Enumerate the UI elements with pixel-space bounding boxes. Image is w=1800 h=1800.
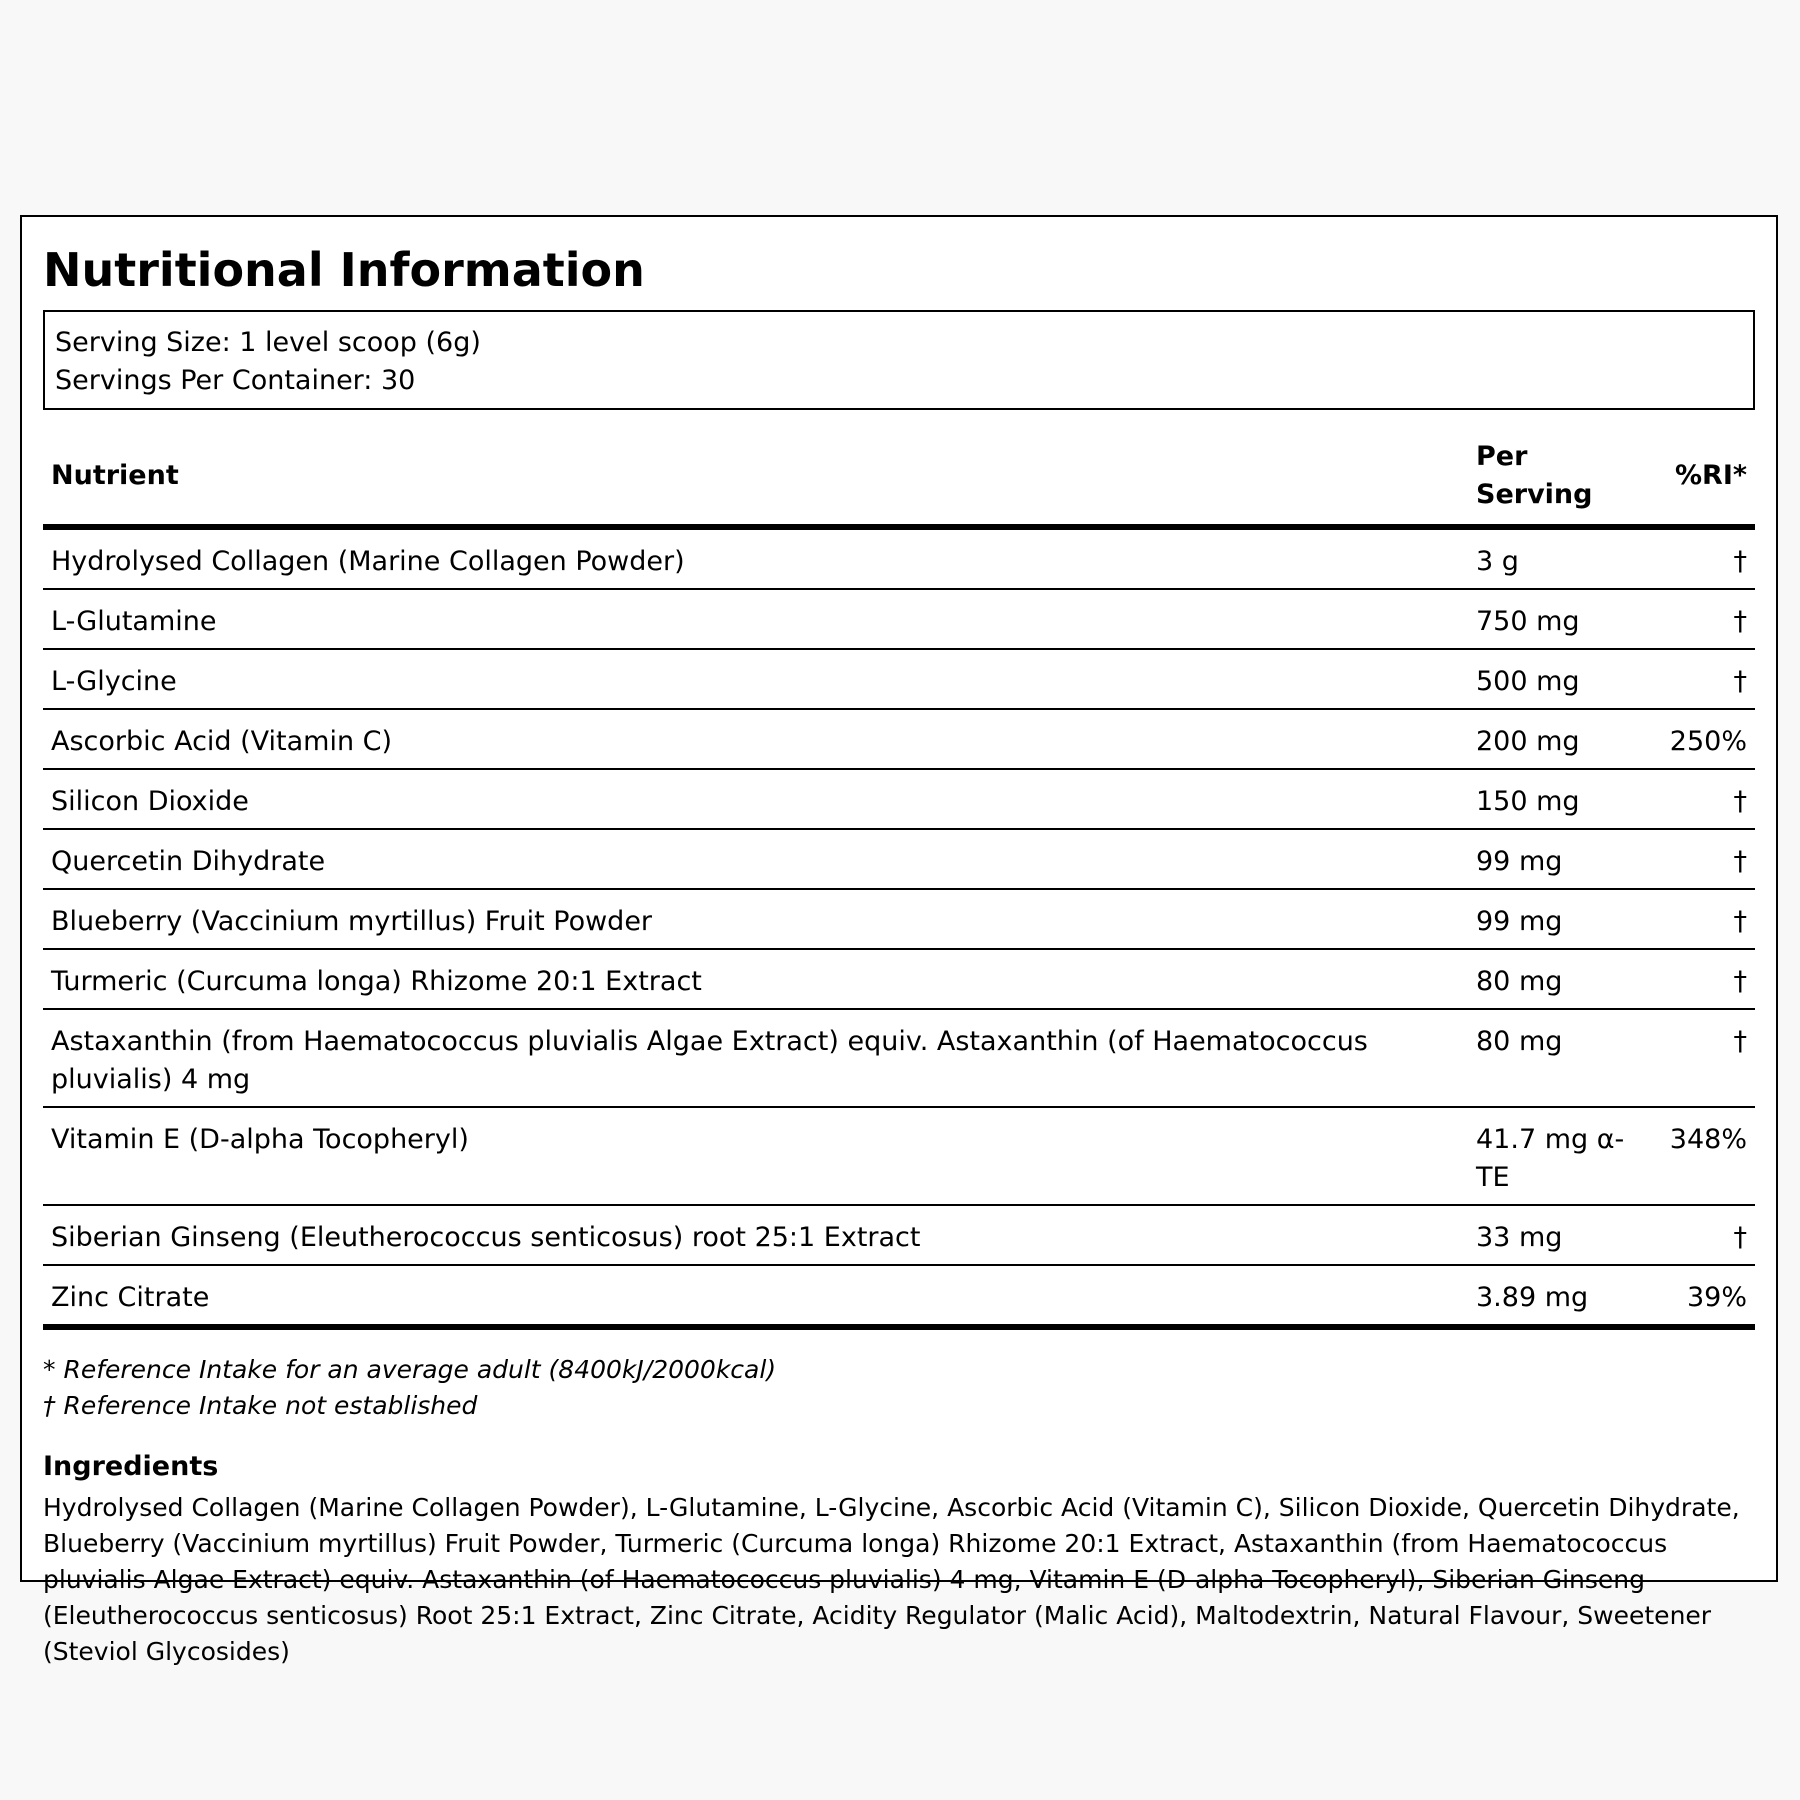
per-serving-value: 80 mg (1468, 949, 1654, 1009)
header-ri: %RI* (1654, 432, 1755, 527)
footnotes (43, 1352, 1755, 1424)
serving-size: Serving Size: 1 level scoop (6g) (55, 327, 481, 359)
table-row (43, 769, 1755, 829)
table-row (43, 649, 1755, 709)
per-serving-value: 33 mg (1468, 1205, 1654, 1265)
per-serving-value: 3 g (1468, 527, 1654, 589)
per-serving-value: 150 mg (1468, 769, 1654, 829)
ri-value: † (1654, 589, 1755, 649)
ri-value: 250% (1654, 709, 1755, 769)
serving-info-box (43, 310, 1755, 410)
header-nutrient: Nutrient (43, 432, 1468, 527)
servings-per-container: Servings Per Container: 30 (55, 365, 416, 397)
nutrient-name: L-Glutamine (43, 589, 1468, 649)
table-row (43, 1107, 1755, 1205)
table-row (43, 1265, 1755, 1327)
header-per-serving: Per Serving (1468, 432, 1654, 527)
ri-value: † (1654, 889, 1755, 949)
table-row (43, 949, 1755, 1009)
ri-value: 39% (1654, 1265, 1755, 1327)
nutrient-name: Vitamin E (D-alpha Tocopheryl) (43, 1107, 1468, 1205)
per-serving-value: 99 mg (1468, 829, 1654, 889)
footnote-not-established: † Reference Intake not established (43, 1391, 478, 1421)
table-row (43, 1205, 1755, 1265)
nutrient-name: L-Glycine (43, 649, 1468, 709)
ri-value: † (1654, 1009, 1755, 1107)
per-serving-value: 500 mg (1468, 649, 1654, 709)
ri-value: † (1654, 527, 1755, 589)
ri-value: † (1654, 769, 1755, 829)
ri-value: † (1654, 1205, 1755, 1265)
nutrient-name: Zinc Citrate (43, 1265, 1468, 1327)
table-row (43, 527, 1755, 589)
footnote-reference-intake: * Reference Intake for an average adult (8400kJ/2000kcal) (43, 1355, 777, 1385)
nutrient-name: Siberian Ginseng (Eleutherococcus senticosus) root 25:1 Extract (43, 1205, 1468, 1265)
nutrient-name: Quercetin Dihydrate (43, 829, 1468, 889)
nutrient-name: Turmeric (Curcuma longa) Rhizome 20:1 Extract (43, 949, 1468, 1009)
table-row (43, 829, 1755, 889)
nutrient-name: Silicon Dioxide (43, 769, 1468, 829)
nutrition-table (43, 432, 1755, 1330)
table-row (43, 589, 1755, 649)
per-serving-value: 3.89 mg (1468, 1265, 1654, 1327)
per-serving-value: 200 mg (1468, 709, 1654, 769)
table-row (43, 709, 1755, 769)
per-serving-value: 80 mg (1468, 1009, 1654, 1107)
table-header-row (43, 432, 1755, 527)
per-serving-value: 750 mg (1468, 589, 1654, 649)
nutrient-name: Ascorbic Acid (Vitamin C) (43, 709, 1468, 769)
nutrient-name: Blueberry (Vaccinium myrtillus) Fruit Powder (43, 889, 1468, 949)
table-row (43, 889, 1755, 949)
ri-value: † (1654, 649, 1755, 709)
ri-value: † (1654, 829, 1755, 889)
per-serving-value: 41.7 mg α-TE (1468, 1107, 1654, 1205)
table-row (43, 1009, 1755, 1107)
nutrient-name: Astaxanthin (from Haematococcus pluvialis Algae Extract) equiv. Astaxanthin (of Haematococcus pluvialis) 4 mg (43, 1009, 1468, 1107)
ingredients-text: Hydrolysed Collagen (Marine Collagen Powder), L-Glutamine, L-Glycine, Ascorbic Acid (Vitamin C), Silicon Dioxide, Quercetin Dihydrate, Blueberry (Vaccinium myrtillus) Fruit Powder, Turmeric (Curcuma longa) Rhizome 20:1 Extract, Astaxanthin (from Haematococcus pluvialis Algae Extract) equiv. Astaxanthin (of Haematococcus pluvialis) 4 mg, Vitamin E (D-alpha Tocopheryl), Siberian Ginseng (Eleutherococcus senticosus) Root 25:1 Extract, Zinc Citrate, Acidity Regulator (Malic Acid), Maltodextrin, Natural Flavour, Sweetener (Steviol Glycosides) (43, 1493, 1740, 1667)
ingredients-title: Ingredients (43, 1451, 219, 1483)
ri-value: † (1654, 949, 1755, 1009)
page-title: Nutritional Information (43, 243, 645, 297)
per-serving-value: 99 mg (1468, 889, 1654, 949)
nutrition-panel (20, 215, 1778, 1667)
ri-value: 348% (1654, 1107, 1755, 1205)
nutrient-name: Hydrolysed Collagen (Marine Collagen Powder) (43, 527, 1468, 589)
